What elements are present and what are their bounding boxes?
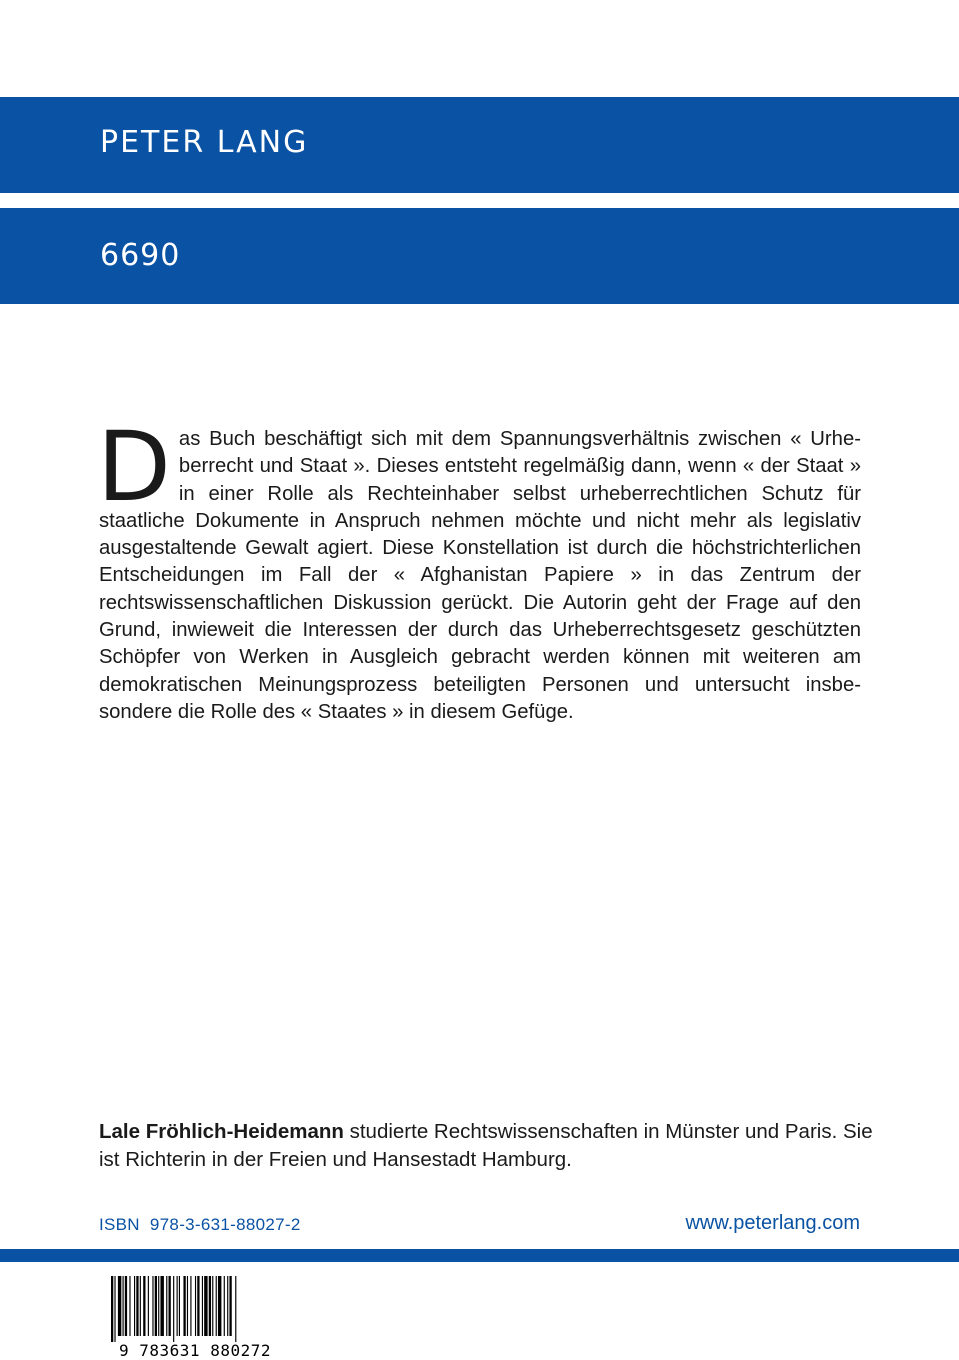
barcode (97, 1276, 293, 1358)
barcode-bar (179, 1276, 180, 1336)
barcode-bar (129, 1276, 130, 1336)
barcode-bar (235, 1276, 236, 1342)
author-name: Lale Fröhlich-Heidemann (99, 1120, 344, 1143)
author-bio-text: studierte Rechtswissenschaften in Münster und Paris. Sie ist Richterin in der Freien und Hansestadt Hamburg. (99, 1120, 873, 1171)
barcode-bar (190, 1276, 191, 1336)
barcode-bar (114, 1276, 115, 1342)
barcode-bar (183, 1276, 185, 1336)
barcode-bar (177, 1276, 178, 1336)
dropcap-letter: D (97, 411, 171, 523)
barcode-bar (118, 1276, 121, 1336)
barcode-bar (152, 1276, 153, 1336)
barcode-bar (123, 1276, 124, 1336)
barcode-bar (204, 1276, 207, 1336)
barcode-bar (229, 1276, 231, 1336)
barcode-bar (125, 1276, 127, 1336)
barcode-bar (224, 1276, 225, 1336)
description-text: as Buch beschäftigt sich mit dem Spannungsverhältnis zwischen « Urheberrecht und Staat ». Dieses entsteht regelmäßig dann, wenn « der Staat » in einer Rolle als Rechteinhaber selbst urheberrechtlichen Schutz für staatliche Dokumente in Anspruch nehmen möchte und nicht mehr als legislativ ausgestaltende Gewalt agiert. Diese Konstellation ist durch die höchstrichterlichen Entscheidungen im Fall der « Afghanistan Papiere » in das Zentrum der rechtswissenschaftlichen Diskussion gerückt. Die Autorin geht der Frage auf den Grund, inwieweit die Interessen der durch das Urheberrechtsgesetz geschützten Schöpfer von Werken in Ausgleich gebracht werden können mit weiteren am demokratischen Meinungsprozess beteiligten Personen und untersucht insbesondere die Rolle des « Staates » in diesem Gefüge. (99, 428, 861, 723)
barcode-bar (197, 1276, 199, 1336)
barcode-bar (134, 1276, 135, 1336)
barcode-bars (111, 1276, 236, 1342)
barcode-bar (143, 1276, 145, 1336)
barcode-bar (173, 1276, 174, 1342)
bottom-rule (0, 1249, 959, 1262)
barcode-bar (169, 1276, 171, 1336)
barcode-bar (195, 1276, 196, 1336)
publisher-name: PETER LANG (100, 125, 309, 160)
author-bio (99, 1118, 889, 1174)
barcode-bar (187, 1276, 188, 1336)
barcode-bar (202, 1276, 203, 1336)
barcode-digits: 9 783631 880272 (119, 1341, 271, 1358)
barcode-bar (140, 1276, 141, 1336)
barcode-bar (160, 1276, 163, 1336)
barcode-bar (148, 1276, 149, 1336)
barcode-bar (212, 1276, 213, 1336)
book-description (97, 411, 861, 726)
website-link[interactable]: www.peterlang.com (685, 1212, 860, 1234)
barcode-bar (218, 1276, 221, 1336)
barcode-bar (111, 1276, 113, 1342)
barcode-bar (136, 1276, 138, 1336)
barcode-bar (158, 1276, 159, 1336)
barcode-bar (155, 1276, 157, 1336)
series-band (0, 208, 959, 304)
barcode-bar (227, 1276, 228, 1336)
series-number: 6690 (100, 238, 181, 273)
barcode-bar (166, 1276, 167, 1336)
barcode-bar (209, 1276, 211, 1336)
barcode-bar (216, 1276, 217, 1336)
publisher-band (0, 97, 959, 193)
isbn-label: ISBN 978-3-631-88027-2 (99, 1215, 301, 1234)
